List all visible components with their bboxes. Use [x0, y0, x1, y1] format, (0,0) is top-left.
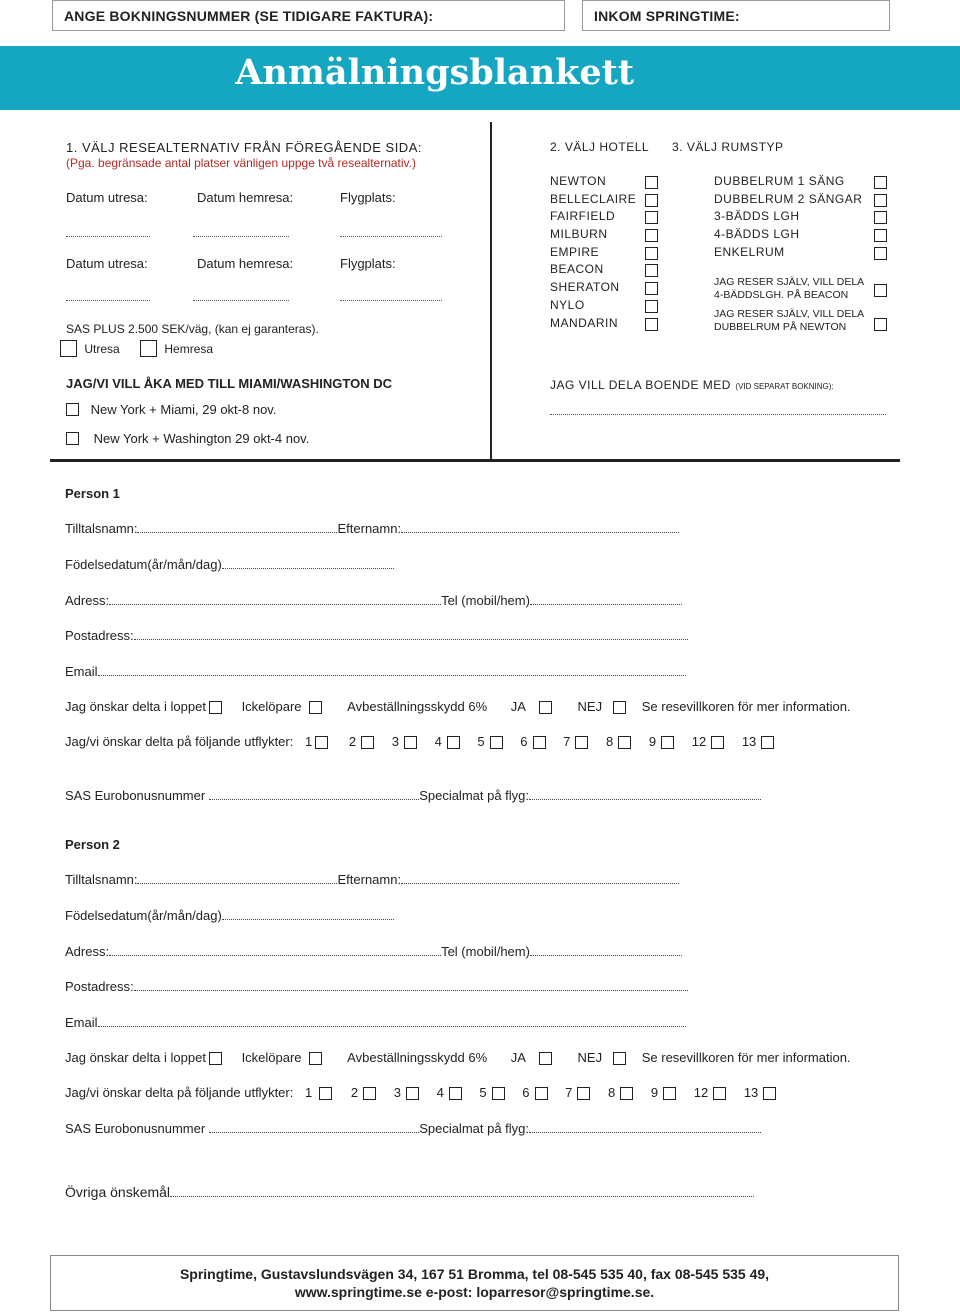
person1-excursion-2-checkbox[interactable]	[361, 736, 374, 749]
excursion-2[interactable]: 2	[351, 1085, 376, 1100]
share-beacon-option[interactable]: JAG RESER SJÄLV, VILL DELA 4-BÄDDSLGH. PÅ BEACON	[714, 276, 889, 301]
miami-checkbox[interactable]	[66, 403, 79, 416]
hotel-beacon-checkbox[interactable]	[645, 264, 658, 277]
person1-email-row: Email	[65, 664, 686, 679]
person1-postadress-field[interactable]	[134, 629, 688, 640]
sas-plus-text: SAS PLUS 2.500 SEK/väg, (kan ej garanteras).	[66, 322, 319, 336]
hotel-milburn[interactable]: MILBURN	[550, 227, 662, 245]
person2-excursion-12-checkbox[interactable]	[713, 1087, 726, 1100]
sas-plus-options	[60, 340, 213, 357]
person2-postadress-field[interactable]	[134, 980, 688, 991]
person1-eurobonus-field[interactable]	[209, 789, 419, 800]
hotel-nylo[interactable]: NYLO	[550, 298, 662, 316]
label-flygplats-2: Flygplats:	[340, 256, 396, 271]
person2-ickelopare-checkbox[interactable]	[309, 1052, 322, 1065]
section1-heading: 1. VÄLJ RESEALTERNATIV FRÅN FÖREGÅENDE SIDA:	[66, 140, 422, 155]
hotel-empire-checkbox[interactable]	[645, 247, 658, 260]
hotel-newton-checkbox[interactable]	[645, 176, 658, 189]
excursion-7[interactable]: 7	[565, 1085, 590, 1100]
excursion-4[interactable]: 4	[435, 734, 460, 749]
person1-nej-checkbox[interactable]	[613, 701, 626, 714]
section1-note: (Pga. begränsade antal platser vänligen uppge två resealternativ.)	[66, 156, 416, 170]
person1-email-field[interactable]	[98, 665, 686, 676]
excursion-4[interactable]: 4	[437, 1085, 462, 1100]
person2-excursion-4-checkbox[interactable]	[449, 1087, 462, 1100]
room-dubbel-2-checkbox[interactable]	[874, 194, 887, 207]
section-divider	[50, 459, 900, 462]
hotel-list	[550, 174, 662, 333]
person1-loppet-checkbox[interactable]	[209, 701, 222, 714]
person1-specialmat-field[interactable]	[529, 789, 761, 800]
excursion-6[interactable]: 6	[522, 1085, 547, 1100]
room-dubbel-2[interactable]: DUBBELRUM 2 SÄNGAR	[714, 192, 889, 210]
person2-excursion-8-checkbox[interactable]	[620, 1087, 633, 1100]
booking-number-label: ANGE BOKNINGSNUMMER (SE TIDIGARE FAKTURA):	[64, 8, 434, 24]
room-dubbel-1-checkbox[interactable]	[874, 176, 887, 189]
room-3-badds[interactable]: 3-BÄDDS LGH	[714, 209, 889, 227]
field-datum-utresa-2[interactable]	[66, 300, 150, 301]
footer-address: Springtime, Gustavslundsvägen 34, 167 51 Bromma, tel 08-545 535 40, fax 08-545 535 49,	[179, 1266, 770, 1282]
hotel-milburn-checkbox[interactable]	[645, 229, 658, 242]
excursion-5[interactable]: 5	[477, 734, 502, 749]
section2-heading: 2. VÄLJ HOTELL	[550, 140, 650, 154]
excursion-9[interactable]: 9	[649, 734, 674, 749]
share-newton-option[interactable]: JAG RESER SJÄLV, VILL DELA DUBBELRUM PÅ NEWTON	[714, 308, 889, 333]
person1-excursion-5-checkbox[interactable]	[490, 736, 503, 749]
person1-excursion-1-checkbox[interactable]	[315, 736, 328, 749]
springtime-received-field[interactable]	[582, 0, 890, 31]
label-datum-hemresa-1: Datum hemresa:	[197, 190, 294, 205]
hotel-belleclaire[interactable]: BELLECLAIRE	[550, 192, 662, 210]
person2-loppet-checkbox[interactable]	[209, 1052, 222, 1065]
person2-excursion-9-checkbox[interactable]	[663, 1087, 676, 1100]
excursion-13[interactable]: 13	[744, 1085, 776, 1100]
ovriga-field[interactable]	[170, 1186, 754, 1197]
person1-options-row: Jag önskar delta i loppet Ickelöpare Avbeställningsskydd 6% JA NEJ Se resevillkoren för mer information.	[65, 699, 851, 714]
person2-efternamn-field[interactable]	[401, 873, 679, 884]
excursion-13[interactable]: 13	[742, 734, 774, 749]
person2-postal-row: Postadress:	[65, 979, 688, 994]
person1-excursion-3-checkbox[interactable]	[404, 736, 417, 749]
person2-excursions-row: Jag/vi önskar delta på följande utflykter: 1 2 3 4 5 6 7 8 9 12 13	[65, 1085, 776, 1100]
share-room-heading: JAG VILL DELA BOENDE MED (VID SEPARAT BOKNING):	[550, 378, 834, 392]
person2-ja-checkbox[interactable]	[539, 1052, 552, 1065]
person2-eurobonus-row: SAS Eurobonusnummer Specialmat på flyg:	[65, 1121, 761, 1136]
hotel-belleclaire-checkbox[interactable]	[645, 194, 658, 207]
person1-efternamn-field[interactable]	[401, 522, 679, 533]
person2-eurobonus-field[interactable]	[209, 1122, 419, 1133]
person2-excursion-1-checkbox[interactable]	[319, 1087, 332, 1100]
hotel-sheraton-checkbox[interactable]	[645, 282, 658, 295]
person2-specialmat-field[interactable]	[529, 1122, 761, 1133]
person1-ja-checkbox[interactable]	[539, 701, 552, 714]
excursion-1[interactable]: 1	[305, 1085, 332, 1100]
person1-excursion-6-checkbox[interactable]	[533, 736, 546, 749]
room-enkel-checkbox[interactable]	[874, 247, 887, 260]
person1-title: Person 1	[65, 486, 120, 501]
person1-excursion-12-checkbox[interactable]	[711, 736, 724, 749]
excursion-9[interactable]: 9	[651, 1085, 676, 1100]
hotel-fairfield[interactable]: FAIRFIELD	[550, 209, 662, 227]
person1-excursion-8-checkbox[interactable]	[618, 736, 631, 749]
excursion-3[interactable]: 3	[392, 734, 417, 749]
hotel-fairfield-checkbox[interactable]	[645, 211, 658, 224]
person1-birth-row: Födelsedatum(år/mån/dag)	[65, 557, 394, 572]
person1-excursion-13-checkbox[interactable]	[761, 736, 774, 749]
excursion-5[interactable]: 5	[479, 1085, 504, 1100]
excursion-8[interactable]: 8	[606, 734, 631, 749]
person1-fodelsedatum-field[interactable]	[222, 558, 394, 569]
field-flygplats-2[interactable]	[340, 300, 442, 301]
hotel-newton[interactable]: NEWTON	[550, 174, 662, 192]
excursion-7[interactable]: 7	[563, 734, 588, 749]
person2-email-field[interactable]	[98, 1016, 686, 1027]
hotel-nylo-checkbox[interactable]	[645, 300, 658, 313]
utresa-checkbox[interactable]	[60, 340, 77, 357]
title-banner	[0, 46, 960, 110]
person1-address-row: Adress: Tel (mobil/hem)	[65, 593, 682, 608]
person1-tel-field[interactable]	[530, 594, 682, 605]
hotel-sheraton[interactable]: SHERATON	[550, 280, 662, 298]
excursion-12[interactable]: 12	[694, 1085, 726, 1100]
person2-email-row: Email	[65, 1015, 686, 1030]
extra-trip-miami[interactable]: New York + Miami, 29 okt-8 nov.	[66, 401, 276, 417]
hotel-empire[interactable]: EMPIRE	[550, 245, 662, 263]
field-datum-hemresa-2[interactable]	[193, 300, 289, 301]
extra-trip-washington[interactable]: New York + Washington 29 okt-4 nov.	[66, 430, 309, 446]
footer-box	[50, 1255, 899, 1311]
excursion-6[interactable]: 6	[520, 734, 545, 749]
label-datum-utresa-2: Datum utresa:	[66, 256, 148, 271]
excursion-12[interactable]: 12	[692, 734, 724, 749]
hotel-mandarin[interactable]: MANDARIN	[550, 316, 662, 334]
person1-adress-field[interactable]	[109, 594, 441, 605]
person1-excursion-4-checkbox[interactable]	[447, 736, 460, 749]
utresa-label: Utresa	[84, 341, 120, 356]
person2-title: Person 2	[65, 837, 120, 852]
room-dubbel-1[interactable]: DUBBELRUM 1 SÄNG	[714, 174, 889, 192]
person2-excursion-13-checkbox[interactable]	[763, 1087, 776, 1100]
person2-excursion-5-checkbox[interactable]	[492, 1087, 505, 1100]
person2-address-row: Adress: Tel (mobil/hem)	[65, 944, 682, 959]
person2-name-row: Tilltalsnamn: Efternamn:	[65, 872, 679, 887]
person1-postal-row: Postadress:	[65, 628, 688, 643]
excursion-2[interactable]: 2	[349, 734, 374, 749]
person2-birth-row: Födelsedatum(år/mån/dag)	[65, 908, 394, 923]
person2-nej-checkbox[interactable]	[613, 1052, 626, 1065]
hemresa-label: Hemresa	[164, 341, 214, 356]
footer-contact: www.springtime.se e-post: loparresor@springtime.se.	[294, 1284, 655, 1300]
excursion-1[interactable]: 1	[305, 734, 328, 749]
column-divider	[490, 122, 492, 460]
field-datum-utresa-1[interactable]	[66, 236, 150, 237]
label-flygplats-1: Flygplats:	[340, 190, 396, 205]
section3-heading: 3. VÄLJ RUMSTYP	[672, 140, 784, 154]
person1-tilltalsnamn-field[interactable]	[137, 522, 337, 533]
person2-excursion-6-checkbox[interactable]	[535, 1087, 548, 1100]
hotel-beacon[interactable]: BEACON	[550, 262, 662, 280]
share-room-field[interactable]	[550, 414, 886, 415]
person1-excursion-9-checkbox[interactable]	[661, 736, 674, 749]
springtime-received-label: INKOM SPRINGTIME:	[594, 8, 740, 24]
person2-adress-field[interactable]	[109, 945, 441, 956]
excursion-3[interactable]: 3	[394, 1085, 419, 1100]
person2-excursion-7-checkbox[interactable]	[577, 1087, 590, 1100]
booking-number-field[interactable]	[52, 0, 565, 31]
person1-name-row: Tilltalsnamn: Efternamn:	[65, 521, 679, 536]
room-3-badds-checkbox[interactable]	[874, 211, 887, 224]
ovriga-row: Övriga önskemål	[65, 1184, 754, 1200]
hotel-mandarin-checkbox[interactable]	[645, 318, 658, 331]
washington-checkbox[interactable]	[66, 432, 79, 445]
field-datum-hemresa-1[interactable]	[193, 236, 289, 237]
share-beacon-checkbox[interactable]	[874, 284, 887, 297]
person2-fodelsedatum-field[interactable]	[222, 909, 394, 920]
share-newton-checkbox[interactable]	[874, 318, 887, 331]
person1-eurobonus-row: SAS Eurobonusnummer Specialmat på flyg:	[65, 788, 761, 803]
person2-tilltalsnamn-field[interactable]	[137, 873, 337, 884]
room-list	[714, 174, 889, 262]
label-datum-utresa-1: Datum utresa:	[66, 190, 148, 205]
person2-tel-field[interactable]	[530, 945, 682, 956]
excursion-8[interactable]: 8	[608, 1085, 633, 1100]
room-enkel[interactable]: ENKELRUM	[714, 245, 889, 263]
person1-ickelopare-checkbox[interactable]	[309, 701, 322, 714]
person2-options-row: Jag önskar delta i loppet Ickelöpare Avbeställningsskydd 6% JA NEJ Se resevillkoren för mer information.	[65, 1050, 851, 1065]
room-4-badds-checkbox[interactable]	[874, 229, 887, 242]
hemresa-checkbox[interactable]	[140, 340, 157, 357]
person2-excursion-2-checkbox[interactable]	[363, 1087, 376, 1100]
extra-trip-heading: JAG/VI VILL ÅKA MED TILL MIAMI/WASHINGTON DC	[66, 376, 392, 391]
person1-excursion-7-checkbox[interactable]	[575, 736, 588, 749]
room-4-badds[interactable]: 4-BÄDDS LGH	[714, 227, 889, 245]
person2-excursion-3-checkbox[interactable]	[406, 1087, 419, 1100]
page-title: Anmälningsblankett	[235, 52, 634, 93]
label-datum-hemresa-2: Datum hemresa:	[197, 256, 294, 271]
person1-excursions-row: Jag/vi önskar delta på följande utflykter: 1 2 3 4 5 6 7 8 9 12 13	[65, 734, 774, 749]
field-flygplats-1[interactable]	[340, 236, 442, 237]
